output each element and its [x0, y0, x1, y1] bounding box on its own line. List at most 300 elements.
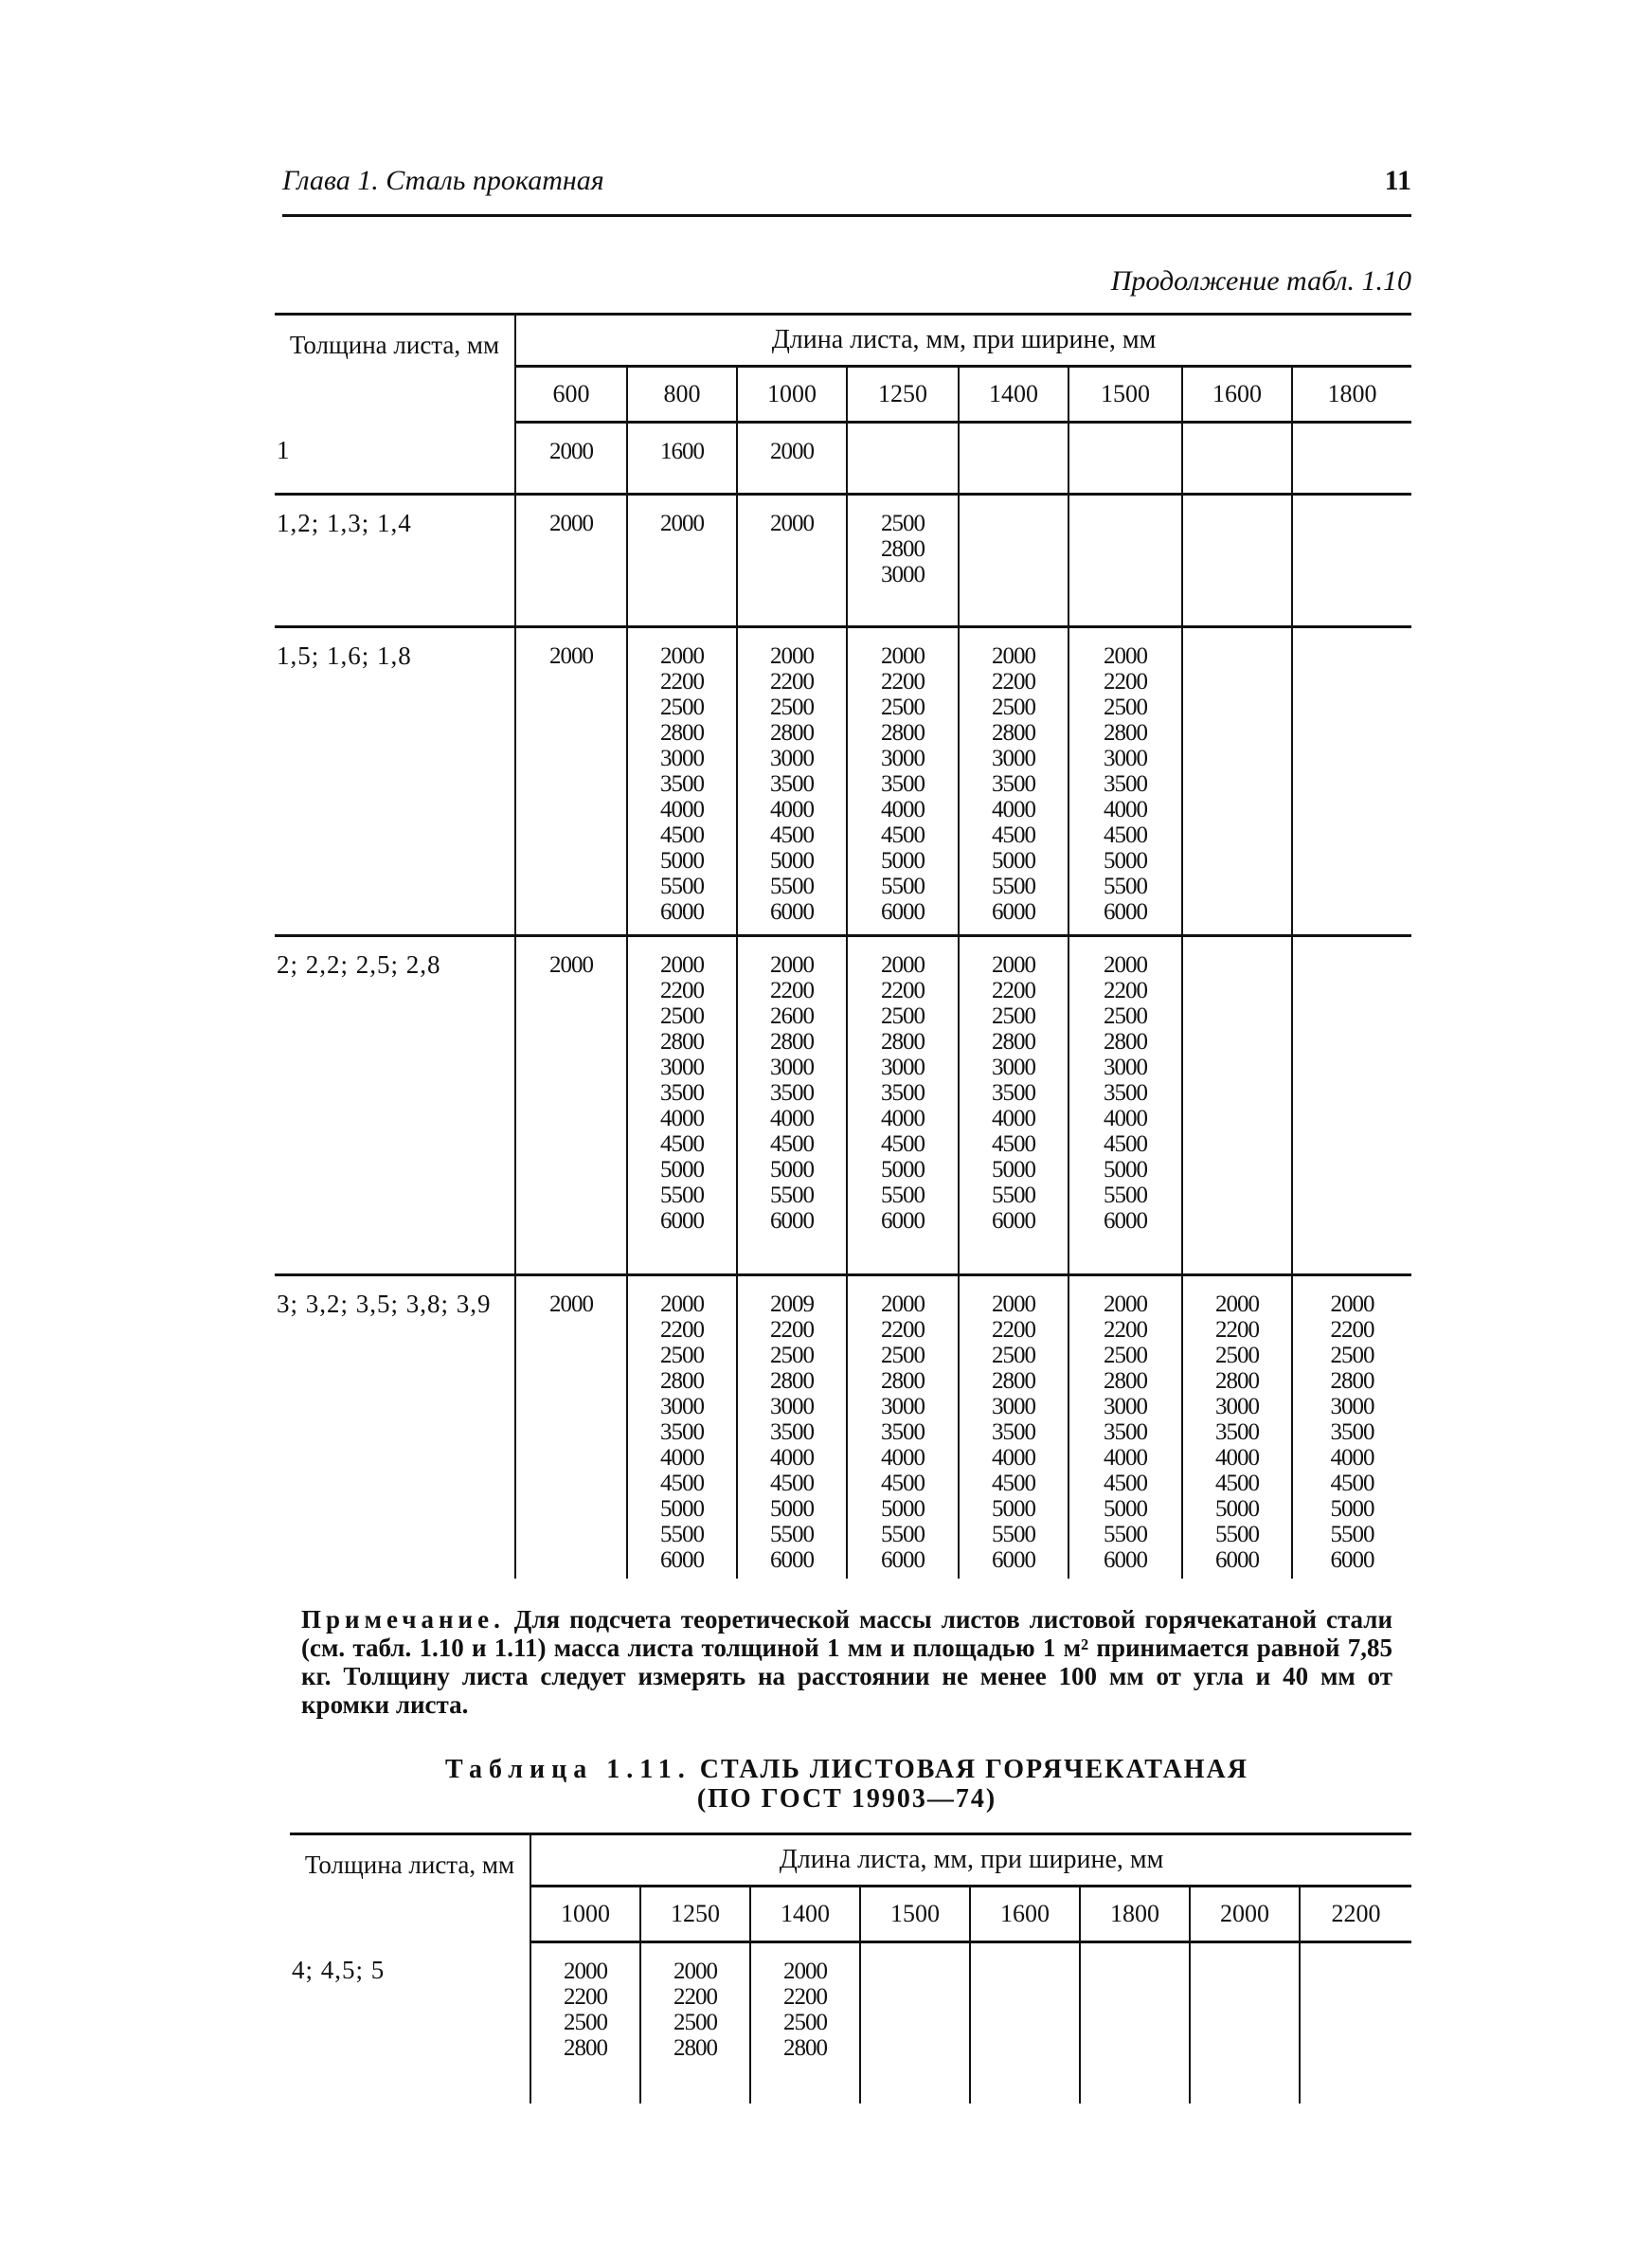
length-value: 3500 [881, 771, 925, 797]
length-value: 5500 [881, 874, 925, 899]
length-value: 2800 [673, 2035, 717, 2061]
length-value: 2500 [770, 1343, 814, 1368]
length-value: 2000 [992, 952, 1035, 978]
length-cell [847, 936, 959, 1275]
length-value: 3500 [770, 1080, 814, 1106]
length-value: 2200 [660, 978, 704, 1003]
length-value: 5000 [1104, 848, 1147, 874]
length-value: 2800 [1104, 1029, 1147, 1055]
length-cell [1068, 495, 1182, 627]
length-cell [959, 495, 1068, 627]
length-value: 2800 [881, 720, 925, 746]
length-value: 5500 [770, 874, 814, 899]
length-cell [847, 1275, 959, 1579]
length-cell [750, 1942, 860, 2104]
length-value: 2000 [564, 1959, 607, 1984]
length-value: 2500 [881, 1003, 925, 1029]
length-value: 3000 [770, 1394, 814, 1419]
length-value: 2000 [881, 952, 925, 978]
length-cell [959, 936, 1068, 1275]
length-value: 3500 [992, 1080, 1035, 1106]
length-value: 6000 [770, 899, 814, 925]
length-cell [627, 1275, 737, 1579]
length-value: 2500 [881, 1343, 925, 1368]
length-value: 2000 [1104, 952, 1147, 978]
length-value: 2200 [992, 978, 1035, 1003]
length-cell [627, 627, 737, 936]
length-value: 3000 [1330, 1394, 1374, 1419]
length-value: 4500 [881, 1471, 925, 1496]
length-value: 5500 [881, 1183, 925, 1208]
length-cell [959, 1275, 1068, 1579]
width-header-1250: 1250 [640, 1887, 750, 1942]
width-header-1500: 1500 [860, 1887, 970, 1942]
row-thickness-label: 4; 4,5; 5 [292, 1955, 386, 1984]
length-value: 2800 [992, 720, 1035, 746]
length-value: 5500 [1330, 1522, 1374, 1547]
length-cell [1068, 936, 1182, 1275]
length-cell [1068, 627, 1182, 936]
length-cell [847, 495, 959, 627]
page-number: 11 [1384, 165, 1411, 196]
table-1-11-title-line1: СТАЛЬ ЛИСТОВАЯ ГОРЯЧЕКАТАНАЯ [691, 1755, 1248, 1784]
length-cell [847, 627, 959, 936]
length-value: 6000 [992, 899, 1035, 925]
length-value: 6000 [881, 1547, 925, 1573]
length-value: 6000 [770, 1547, 814, 1573]
length-value: 2500 [783, 2010, 827, 2035]
length-value: 2009 [770, 1291, 814, 1317]
length-value: 4500 [770, 1131, 814, 1157]
length-value: 2500 [881, 511, 925, 536]
length-value: 5000 [660, 1496, 704, 1522]
length-value: 2800 [1104, 720, 1147, 746]
table-row [275, 627, 1411, 936]
length-value: 2500 [1104, 1003, 1147, 1029]
length-value: 2000 [673, 1959, 717, 1984]
length-value: 2500 [660, 695, 704, 720]
length-value: 2000 [992, 1291, 1035, 1317]
width-header-1400: 1400 [750, 1887, 860, 1942]
length-cell [847, 423, 959, 495]
length-value: 6000 [770, 1208, 814, 1234]
length-value: 6000 [1104, 1547, 1147, 1573]
length-value: 6000 [1330, 1547, 1374, 1573]
length-value: 2000 [660, 511, 704, 536]
length-value: 3000 [881, 562, 925, 587]
table-row [290, 1942, 1411, 2104]
length-value: 3500 [660, 1080, 704, 1106]
length-cell [1182, 627, 1292, 936]
length-value: 4500 [881, 822, 925, 848]
length-value: 5500 [660, 1522, 704, 1547]
length-value: 2500 [992, 695, 1035, 720]
length-value: 2800 [992, 1029, 1035, 1055]
width-header-600: 600 [515, 367, 627, 423]
length-value: 5500 [1215, 1522, 1259, 1547]
length-value: 6000 [881, 899, 925, 925]
length-cell [530, 1942, 640, 2104]
length-cell [1292, 1275, 1411, 1579]
length-cell [737, 936, 847, 1275]
length-value: 6000 [881, 1208, 925, 1234]
length-value: 4000 [770, 1445, 814, 1471]
length-value: 3500 [881, 1080, 925, 1106]
length-value: 1600 [660, 439, 704, 464]
length-value: 2200 [1104, 669, 1147, 695]
length-value: 6000 [1215, 1547, 1259, 1573]
length-value: 4500 [1104, 1471, 1147, 1496]
length-value: 2200 [992, 669, 1035, 695]
length-value: 5000 [770, 848, 814, 874]
length-value: 3500 [1104, 771, 1147, 797]
length-cell [1292, 495, 1411, 627]
length-cell [1068, 1275, 1182, 1579]
row-thickness-label: 1,5; 1,6; 1,8 [275, 627, 515, 936]
length-cell [1190, 1942, 1300, 2104]
length-value: 3500 [1104, 1419, 1147, 1445]
length-value: 2500 [660, 1003, 704, 1029]
length-value: 5000 [881, 1157, 925, 1183]
length-value: 2200 [881, 1317, 925, 1343]
length-value: 2500 [673, 2010, 717, 2035]
length-value: 3000 [992, 1394, 1035, 1419]
length-value: 4500 [992, 1131, 1035, 1157]
table-row [275, 423, 1411, 495]
length-cell [1292, 423, 1411, 495]
table-1-11-label: Таблица 1.11. [445, 1755, 691, 1784]
length-value: 2800 [881, 536, 925, 562]
length-value: 3000 [881, 1394, 925, 1419]
length-value: 4000 [660, 797, 704, 822]
length-value: 5000 [770, 1496, 814, 1522]
length-value: 2800 [1104, 1368, 1147, 1394]
length-value: 4000 [1104, 797, 1147, 822]
table-1-11-title [282, 1755, 1411, 1814]
length-value: 2800 [783, 2035, 827, 2061]
length-value: 2800 [564, 2035, 607, 2061]
length-cell [640, 1942, 750, 2104]
length-value: 2200 [673, 1984, 717, 2010]
length-value: 5000 [881, 848, 925, 874]
length-value: 2800 [660, 1368, 704, 1394]
length-value: 4500 [992, 822, 1035, 848]
length-value: 4500 [1330, 1471, 1374, 1496]
chapter-title: Глава 1. Сталь прокатная [282, 165, 604, 196]
table-1-11-title-line2: (ПО ГОСТ 19903—74) [696, 1784, 997, 1814]
length-value: 5500 [770, 1522, 814, 1547]
length-value: 2500 [992, 1343, 1035, 1368]
row-thickness-label: 1 [277, 435, 291, 464]
width-header-1500: 1500 [1068, 367, 1182, 423]
width-header-1250: 1250 [847, 367, 959, 423]
length-value: 2200 [660, 1317, 704, 1343]
length-value: 3500 [660, 1419, 704, 1445]
length-value: 4500 [770, 822, 814, 848]
width-header-1800: 1800 [1292, 367, 1411, 423]
length-value: 4000 [1104, 1445, 1147, 1471]
length-value: 2200 [1104, 978, 1147, 1003]
length-value: 4000 [992, 1445, 1035, 1471]
length-value: 2000 [549, 643, 593, 669]
length-value: 2800 [770, 1029, 814, 1055]
length-value: 4000 [1104, 1106, 1147, 1131]
length-value: 2500 [881, 695, 925, 720]
length-value: 2200 [1104, 1317, 1147, 1343]
row-thickness-label: 2; 2,2; 2,5; 2,8 [275, 936, 515, 1275]
length-cell [737, 1275, 847, 1579]
length-value: 2800 [1330, 1368, 1374, 1394]
table-1-11 [290, 1833, 1411, 2104]
length-value: 2000 [992, 643, 1035, 669]
length-value: 2000 [660, 1291, 704, 1317]
row-thickness-label: 3; 3,2; 3,5; 3,8; 3,9 [275, 1275, 515, 1579]
length-value: 3000 [660, 1055, 704, 1080]
width-header-1000: 1000 [530, 1887, 640, 1942]
length-value: 4500 [992, 1471, 1035, 1496]
length-value: 2800 [660, 1029, 704, 1055]
length-value: 5000 [660, 1157, 704, 1183]
length-value: 2800 [660, 720, 704, 746]
length-value: 3000 [992, 746, 1035, 771]
length-value: 5500 [770, 1183, 814, 1208]
table-row [275, 495, 1411, 627]
length-value: 3000 [660, 1394, 704, 1419]
length-value: 3000 [881, 746, 925, 771]
width-header-2000: 2000 [1190, 1887, 1300, 1942]
length-value: 2600 [770, 1003, 814, 1029]
length-value: 2000 [1215, 1291, 1259, 1317]
width-header-1600: 1600 [970, 1887, 1080, 1942]
width-header-800: 800 [627, 367, 737, 423]
length-value: 5500 [1104, 1522, 1147, 1547]
length-value: 2500 [564, 2010, 607, 2035]
length-value: 4000 [770, 797, 814, 822]
running-head [282, 165, 1411, 203]
length-cell [737, 495, 847, 627]
length-cell [1292, 627, 1411, 936]
length-value: 2800 [992, 1368, 1035, 1394]
length-cell [627, 423, 737, 495]
length-value: 4000 [881, 797, 925, 822]
length-group-header: Длина листа, мм, при ширине, мм [530, 1834, 1411, 1887]
length-value: 6000 [660, 899, 704, 925]
length-cell [970, 1942, 1080, 2104]
length-value: 4000 [992, 797, 1035, 822]
length-value: 2000 [770, 511, 814, 536]
length-value: 4500 [1104, 1131, 1147, 1157]
length-value: 3000 [770, 746, 814, 771]
length-value: 2000 [881, 643, 925, 669]
header-rule [282, 214, 1411, 217]
length-value: 2000 [783, 1959, 827, 1984]
length-value: 4500 [770, 1471, 814, 1496]
length-cell [627, 936, 737, 1275]
length-value: 2200 [770, 978, 814, 1003]
length-value: 2200 [992, 1317, 1035, 1343]
length-value: 3500 [770, 771, 814, 797]
length-value: 2500 [660, 1343, 704, 1368]
table-row [275, 1275, 1411, 1579]
length-cell [515, 423, 627, 495]
length-value: 5000 [1215, 1496, 1259, 1522]
length-value: 3500 [1215, 1419, 1259, 1445]
length-value: 2000 [1104, 643, 1147, 669]
length-value: 2200 [660, 669, 704, 695]
length-value: 2200 [881, 669, 925, 695]
length-value: 3000 [660, 746, 704, 771]
length-value: 6000 [660, 1208, 704, 1234]
length-cell [737, 423, 847, 495]
length-value: 2500 [992, 1003, 1035, 1029]
length-value: 5500 [1104, 1183, 1147, 1208]
length-value: 6000 [992, 1208, 1035, 1234]
length-cell [515, 627, 627, 936]
length-value: 6000 [1104, 899, 1147, 925]
length-value: 2200 [881, 978, 925, 1003]
length-value: 5000 [881, 1496, 925, 1522]
length-value: 2200 [770, 1317, 814, 1343]
length-value: 2200 [564, 1984, 607, 2010]
length-value: 2000 [1104, 1291, 1147, 1317]
length-value: 3000 [1104, 746, 1147, 771]
length-value: 4000 [660, 1445, 704, 1471]
length-cell [1182, 495, 1292, 627]
length-value: 4500 [660, 822, 704, 848]
length-value: 2000 [881, 1291, 925, 1317]
note-text: Для подсчета теоретической массы листов листовой горячекатаной стали (см. табл. 1.10 и 1.11) масса листа толщиной 1 мм и площадью 1 м² принимается равной 7,85 кг. Толщину листа следует измерять на расстоянии не менее 100 мм от угла и 40 мм от кромки листа. [301, 1605, 1392, 1719]
length-value: 3000 [1104, 1394, 1147, 1419]
length-value: 5000 [992, 1157, 1035, 1183]
length-value: 3000 [1215, 1394, 1259, 1419]
length-cell [515, 495, 627, 627]
length-cell [737, 627, 847, 936]
length-value: 4500 [881, 1131, 925, 1157]
length-value: 3500 [992, 1419, 1035, 1445]
width-header-1600: 1600 [1182, 367, 1292, 423]
length-value: 3000 [881, 1055, 925, 1080]
length-value: 2200 [770, 669, 814, 695]
length-value: 2800 [881, 1029, 925, 1055]
length-value: 4500 [660, 1471, 704, 1496]
length-cell [1182, 423, 1292, 495]
length-value: 3500 [992, 771, 1035, 797]
length-value: 2200 [783, 1984, 827, 2010]
length-value: 2000 [549, 1291, 593, 1317]
length-value: 5000 [1104, 1496, 1147, 1522]
length-value: 4000 [1330, 1445, 1374, 1471]
width-header-2200: 2200 [1300, 1887, 1411, 1942]
length-value: 3000 [1104, 1055, 1147, 1080]
length-cell [1080, 1942, 1190, 2104]
length-value: 4000 [660, 1106, 704, 1131]
length-value: 3500 [1104, 1080, 1147, 1106]
length-cell [515, 936, 627, 1275]
length-value: 5000 [660, 848, 704, 874]
length-value: 5500 [992, 1183, 1035, 1208]
length-value: 5000 [1330, 1496, 1374, 1522]
length-value: 4500 [1215, 1471, 1259, 1496]
width-header-1800: 1800 [1080, 1887, 1190, 1942]
table-1-10 [275, 313, 1411, 1579]
length-cell [959, 423, 1068, 495]
row-thickness-label: 1,2; 1,3; 1,4 [275, 495, 515, 627]
length-value: 2800 [881, 1368, 925, 1394]
length-value: 4500 [660, 1131, 704, 1157]
length-value: 6000 [660, 1547, 704, 1573]
length-cell [1182, 936, 1292, 1275]
thickness-column-header: Толщина листа, мм [289, 331, 500, 359]
length-cell [515, 1275, 627, 1579]
length-value: 2500 [1104, 695, 1147, 720]
length-value: 5000 [770, 1157, 814, 1183]
length-value: 6000 [1104, 1208, 1147, 1234]
thickness-column-header: Толщина листа, мм [304, 1851, 515, 1879]
length-cell [1292, 936, 1411, 1275]
table-row [275, 936, 1411, 1275]
length-value: 3500 [1330, 1419, 1374, 1445]
length-value: 2500 [1215, 1343, 1259, 1368]
length-value: 4000 [881, 1106, 925, 1131]
length-cell [1300, 1942, 1411, 2104]
width-header-1400: 1400 [959, 367, 1068, 423]
length-value: 4000 [1215, 1445, 1259, 1471]
length-value: 4000 [881, 1445, 925, 1471]
length-value: 2500 [1104, 1343, 1147, 1368]
length-value: 6000 [992, 1547, 1035, 1573]
width-header-1000: 1000 [737, 367, 847, 423]
length-value: 2500 [1330, 1343, 1374, 1368]
length-value: 5500 [660, 1183, 704, 1208]
length-value: 3500 [770, 1419, 814, 1445]
length-value: 2200 [1215, 1317, 1259, 1343]
length-value: 5000 [992, 848, 1035, 874]
length-value: 2800 [1215, 1368, 1259, 1394]
length-value: 5500 [992, 1522, 1035, 1547]
length-value: 5500 [881, 1522, 925, 1547]
table-note [301, 1605, 1392, 1719]
length-value: 3000 [992, 1055, 1035, 1080]
length-value: 2000 [660, 643, 704, 669]
length-value: 2800 [770, 1368, 814, 1394]
table-1-10-continuation-caption: Продолжение табл. 1.10 [1110, 265, 1411, 297]
length-cell [959, 627, 1068, 936]
length-value: 2000 [660, 952, 704, 978]
length-value: 3000 [770, 1055, 814, 1080]
note-label: Примечание. [301, 1605, 505, 1634]
length-cell [1182, 1275, 1292, 1579]
length-value: 3500 [881, 1419, 925, 1445]
length-value: 2000 [770, 439, 814, 464]
length-cell [627, 495, 737, 627]
length-value: 2000 [549, 439, 593, 464]
length-value: 2000 [770, 952, 814, 978]
length-value: 5000 [992, 1496, 1035, 1522]
length-value: 4000 [770, 1106, 814, 1131]
length-value: 3500 [660, 771, 704, 797]
length-value: 5500 [660, 874, 704, 899]
length-value: 2800 [770, 720, 814, 746]
length-value: 5500 [1104, 874, 1147, 899]
length-value: 4500 [1104, 822, 1147, 848]
length-value: 2000 [549, 952, 593, 978]
length-cell [860, 1942, 970, 2104]
length-value: 2500 [770, 695, 814, 720]
length-value: 2000 [1330, 1291, 1374, 1317]
length-value: 2200 [1330, 1317, 1374, 1343]
length-value: 2000 [770, 643, 814, 669]
length-group-header: Длина листа, мм, при ширине, мм [515, 315, 1411, 367]
